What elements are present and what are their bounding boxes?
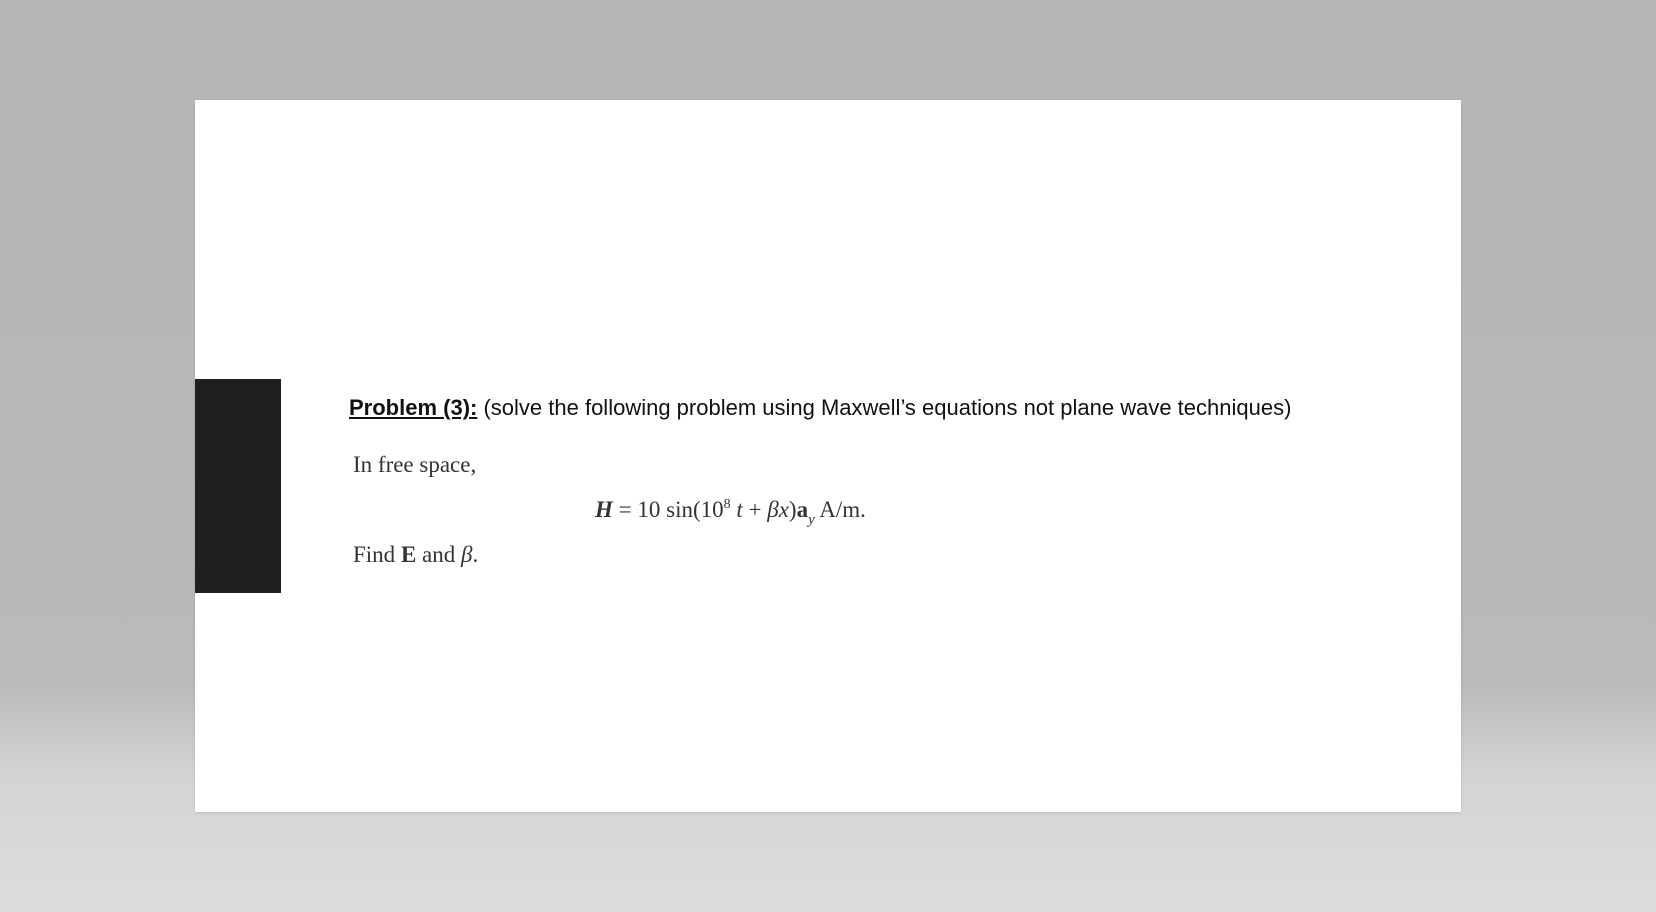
problem-instruction: (solve the following problem using Maxwell’s equations not plane wave techniques) xyxy=(477,395,1292,420)
equation-beta-x: βx xyxy=(767,497,789,522)
find-field: E xyxy=(400,542,417,567)
h-field-equation xyxy=(595,494,866,526)
problem-heading xyxy=(349,393,1409,423)
equation-unit-vector: a xyxy=(796,497,809,522)
equation-lhs: H xyxy=(595,497,613,522)
equation-unit-sub: y xyxy=(808,512,815,528)
slide-page xyxy=(195,100,1461,812)
equation-close: ) xyxy=(788,497,797,522)
find-suffix: . xyxy=(472,542,479,567)
find-beta: β xyxy=(461,542,473,567)
find-text xyxy=(353,540,478,570)
equation-exponent: 8 xyxy=(723,497,731,512)
equation-plus: + xyxy=(742,497,768,522)
equation-time-var: t xyxy=(730,497,743,522)
intro-text: In free space, xyxy=(353,452,477,477)
equation-units: A/m. xyxy=(814,497,866,522)
equation-equals: = 10 sin(10 xyxy=(612,497,724,522)
find-prefix: Find xyxy=(353,542,401,567)
problem-label: Problem (3): xyxy=(349,395,478,420)
find-middle: and xyxy=(416,542,461,567)
side-black-bar xyxy=(195,379,281,593)
